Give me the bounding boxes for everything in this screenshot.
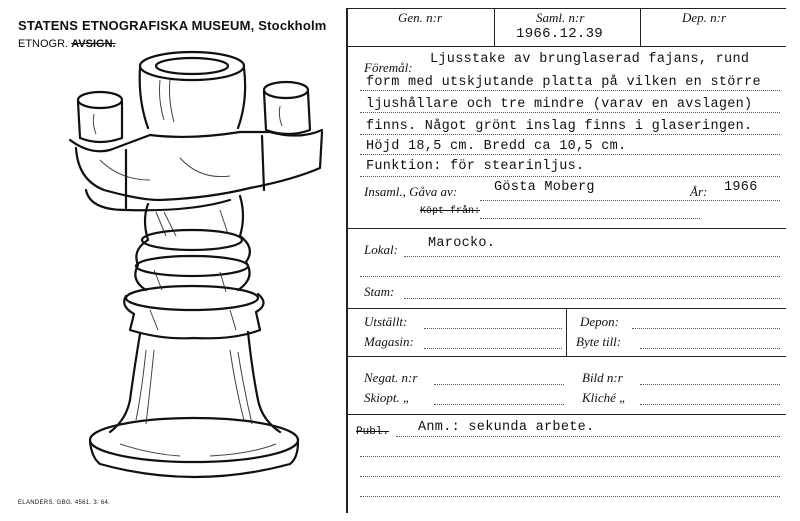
foremal-line-3: ljushållare och tre mindre (varav en avslagen) [366, 97, 753, 112]
byte-label: Byte till: [576, 334, 622, 349]
negat-label: Negat. n:r [364, 370, 418, 385]
foremal-line-5: Höjd 18,5 cm. Bredd ca 10,5 cm. [366, 139, 627, 154]
foremal-line-2: form med utskjutande platta på vilken en större [366, 75, 761, 90]
foremal-line-4: finns. Något grönt inslag finns i glaseringen. [366, 119, 753, 134]
card-left-border [346, 8, 348, 513]
kopt-label: Köpt från: [420, 206, 481, 217]
dep-label: Dep. n:r [682, 10, 727, 25]
lokal-rule-2 [360, 276, 780, 277]
negat-rule [434, 384, 564, 385]
printer-note: ELANDERS. GBG. 4561. 3. 64. [18, 500, 111, 506]
section-line-1 [346, 228, 786, 229]
foremal-line-1: Ljusstake av brunglaserad fajans, rund [430, 52, 750, 67]
foremal-rule-4 [360, 154, 780, 155]
anm-value: Anm.: sekunda arbete. [418, 420, 595, 435]
utstallt-divider [566, 308, 567, 356]
header-divider-1 [494, 8, 495, 46]
gen-label: Gen. n:r [398, 10, 443, 25]
magasin-rule [424, 348, 562, 349]
lokal-rule-1 [404, 256, 780, 257]
depon-label: Depon: [580, 314, 619, 329]
publ-label: Publ. [356, 426, 390, 438]
bild-rule [640, 384, 780, 385]
foremal-line-6: Funktion: för stearinljus. [366, 159, 585, 174]
foremal-label: Föremål: [364, 60, 413, 75]
etnogr-prefix: ETNOGR. [18, 38, 69, 50]
insaml-value: Gösta Moberg [494, 180, 595, 195]
candlestick-drawing [30, 40, 330, 480]
section-line-3 [346, 356, 786, 357]
saml-label: Saml. n:r [536, 10, 585, 25]
foremal-rule-5 [360, 176, 780, 177]
lokal-label: Lokal: [364, 242, 398, 257]
anm-rule-1 [396, 436, 780, 437]
anm-rule-3 [360, 476, 780, 477]
insaml-label: Insaml., Gåva av: [364, 184, 458, 199]
etnogr-struck: AVSIGN. [71, 38, 116, 50]
skiopt-label: Skiopt. „ [364, 390, 411, 405]
kliche-rule [640, 404, 780, 405]
lokal-value: Marocko. [428, 236, 496, 251]
foremal-rule-3 [360, 134, 780, 135]
depon-rule [632, 328, 780, 329]
header-bottom-line [346, 46, 786, 47]
ar-label: År: [690, 184, 708, 199]
foremal-rule-2 [360, 112, 780, 113]
anm-rule-4 [360, 496, 780, 497]
section-line-4 [346, 414, 786, 415]
byte-rule [640, 348, 780, 349]
museum-name: STATENS ETNOGRAFISKA MUSEUM, Stockholm [18, 18, 327, 33]
stam-label: Stam: [364, 284, 395, 299]
utstallt-rule [424, 328, 562, 329]
foremal-rule-1 [360, 90, 780, 91]
bild-label: Bild n:r [582, 370, 623, 385]
kliche-label: Kliché „ [582, 390, 627, 405]
anm-rule-2 [360, 456, 780, 457]
ar-value: 1966 [724, 180, 758, 195]
header-divider-2 [640, 8, 641, 46]
stam-rule [404, 298, 780, 299]
skiopt-rule [434, 404, 564, 405]
magasin-label: Magasin: [364, 334, 414, 349]
utstallt-label: Utställt: [364, 314, 408, 329]
kopt-rule [480, 218, 700, 219]
card-top-border [346, 8, 786, 9]
insaml-rule [480, 200, 780, 201]
saml-value: 1966.12.39 [516, 26, 604, 42]
